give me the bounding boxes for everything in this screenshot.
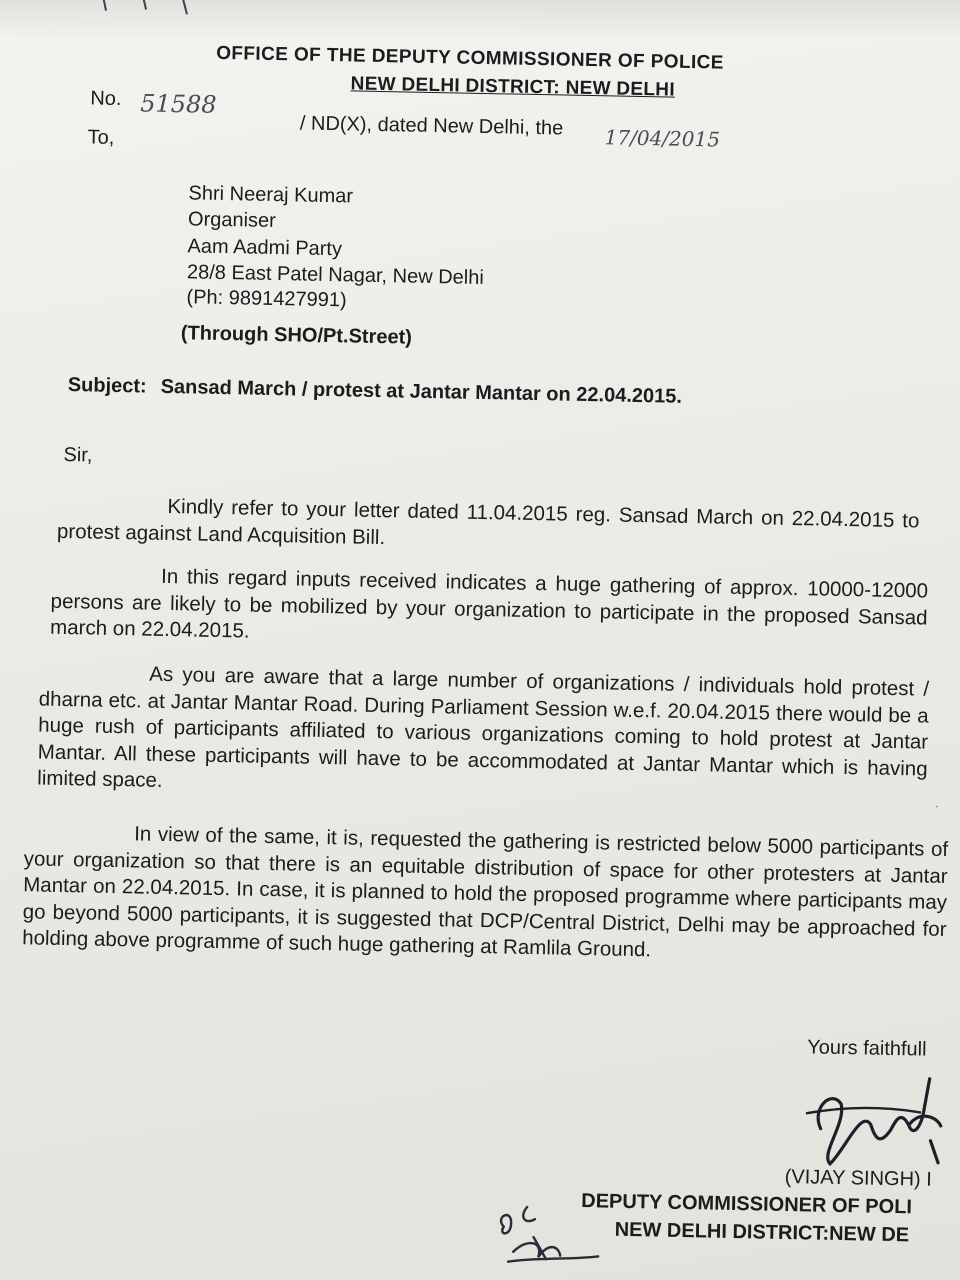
paragraph-indent [51, 581, 161, 583]
district-heading: NEW DELHI DISTRICT: NEW DELHI [350, 73, 676, 101]
paragraph-2-text: In this regard inputs received indicates a huge gathering of approx. 10000-12000 persons are likely to be mobilized by your organization to participate in the proposed Sansad march on 22.04.2015. [49, 564, 929, 643]
paragraph-4-text: In view of the same, it is, requested the gathering is restricted below 5000 participants of your organization so that there is an equitable distribution of space for other protesters at Jantar Mantar on 22.04.2015. In case, it is planned to hold the proposed programme where participants may go beyond 5000 participants, it is suggested that DCP/Central District, Delhi may be approached for holding above programme of such huge gathering at Ramlila Ground. [21, 822, 949, 962]
subject-text: Sansad March / protest at Jantar Mantar on 22.04.2015. [160, 375, 683, 408]
office-heading: OFFICE OF THE DEPUTY COMMISSIONER OF POLICE [216, 42, 725, 74]
reference-office-code: / ND(X), dated New Delhi, the [299, 112, 564, 140]
subject-label: Subject: [67, 374, 147, 398]
paragraph-2 [50, 562, 928, 658]
paragraph-1 [57, 492, 920, 562]
paragraph-indent [24, 838, 134, 840]
paragraph-indent [39, 679, 149, 681]
letter-date-handwritten: 17/04/2015 [604, 125, 721, 152]
addressee-address: 28/8 East Patel Nagar, New Delhi [186, 261, 484, 290]
paragraph-4 [22, 819, 948, 969]
through-line: (Through SHO/Pt.Street) [180, 322, 413, 349]
reference-number-handwritten: 51588 [139, 89, 217, 119]
reference-number-label: No. [90, 87, 122, 111]
to-label: To, [87, 126, 115, 149]
signatory-district: NEW DELHI DISTRICT:NEW DE [614, 1218, 910, 1247]
paragraph-3-text: As you are aware that a large number of organizations / individuals hold protest / dharna etc. at Jantar Mantar Road. During Parliament Session w.e.f. 20.04.2015 there would be a huge rush of participants affiliated to various organizations coming to hold protest at Jantar Mantar. All these participants will have to be accommodated at Jantar Mantar which is having limited space. [37, 662, 930, 792]
addressee-role: Organiser [187, 208, 277, 233]
top-edge-pen-marks [72, 0, 213, 25]
paragraph-1-text: Kindly refer to your letter dated 11.04.2015 reg. Sansad March on 22.04.2015 to protest against Land Acquisition Bill. [56, 494, 920, 549]
addressee-phone: (Ph: 9891427991) [186, 286, 347, 312]
signature-scribble [800, 1068, 952, 1181]
paragraph-indent [57, 511, 167, 513]
paragraph-3 [37, 660, 929, 810]
signatory-name: (VIJAY SINGH) I [784, 1165, 932, 1191]
signatory-designation: DEPUTY COMMISSIONER OF POLI [581, 1190, 913, 1219]
subject-line [68, 374, 683, 409]
addressee-name: Shri Neeraj Kumar [188, 182, 354, 208]
handwritten-initials-scribble [488, 1196, 610, 1278]
stray-pen-mark: · [934, 798, 940, 813]
closing-yours-faithfully: Yours faithfull [807, 1036, 927, 1061]
salutation: Sir, [63, 443, 93, 467]
addressee-organization: Aam Aadmi Party [187, 235, 343, 261]
